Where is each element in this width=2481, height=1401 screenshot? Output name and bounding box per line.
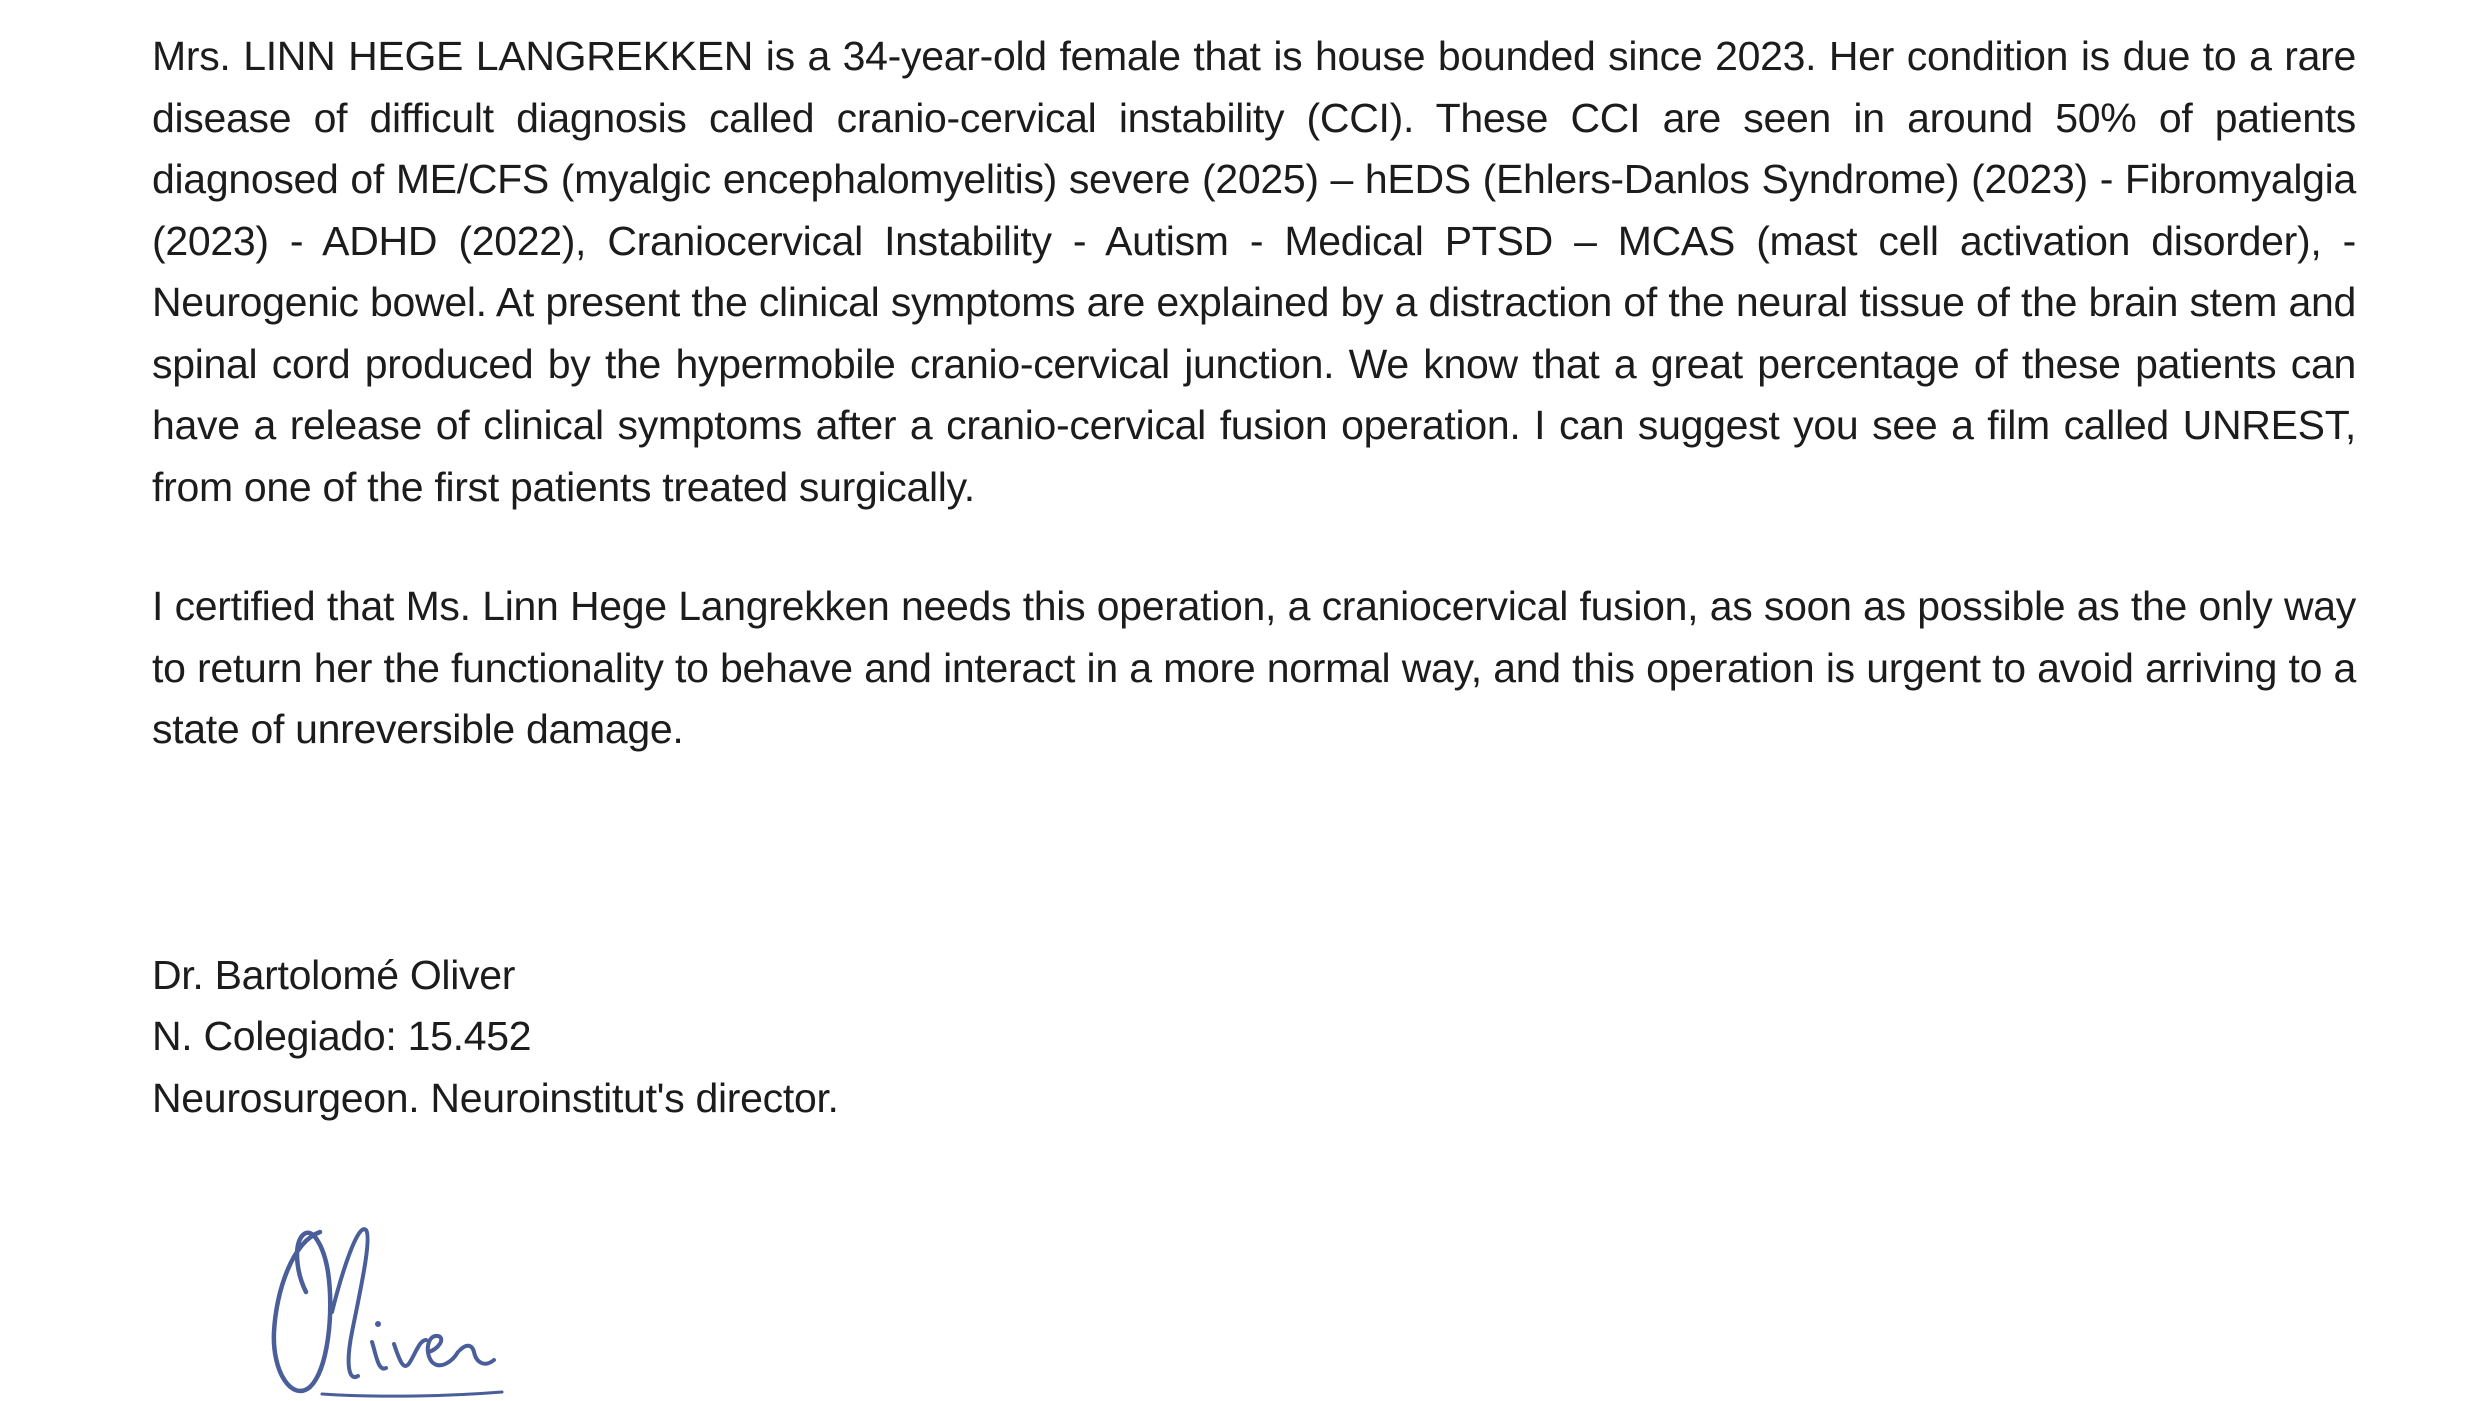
handwritten-signature bbox=[262, 1212, 552, 1401]
signatory-title: Neurosurgeon. Neuroinstitut's director. bbox=[152, 1075, 839, 1121]
letter-paragraph-diagnosis: Mrs. LINN HEGE LANGREKKEN is a 34-year-old female that is house bounded since 2023. Her condition is due to a rare disease of difficult diagnosis called cranio-cervical instability (CCI). These CCI are seen in around 50% of patients diagnosed of ME/CFS (myalgic encephalomyelitis) severe (2025) – hEDS (Ehlers-Danlos Syndrome) (2023) - Fibromyalgia (2023) - ADHD (2022), Craniocervical Instability - Autism - Medical PTSD – MCAS (mast cell activation disorder), - Neurogenic bowel. At present the clinical symptoms are explained by a distraction of the neural tissue of the brain stem and spinal cord produced by the hypermobile cranio-cervical junction. We know that a great percentage of these patients can have a release of clinical symptoms after a cranio-cervical fusion operation. I can suggest you see a film called UNREST, from one of the first patients treated surgically. bbox=[152, 33, 2356, 510]
signatory-name: Dr. Bartolomé Oliver bbox=[152, 952, 516, 998]
signatory-colegiado-number: N. Colegiado: 15.452 bbox=[152, 1013, 532, 1059]
letter-paragraph-certification: I certified that Ms. Linn Hege Langrekken needs this operation, a craniocervical fusion, as soon as possible as the only way to return her the functionality to behave and interact in a more normal way, and this operation is urgent to avoid arriving to a state of unreversible damage. bbox=[152, 583, 2356, 752]
